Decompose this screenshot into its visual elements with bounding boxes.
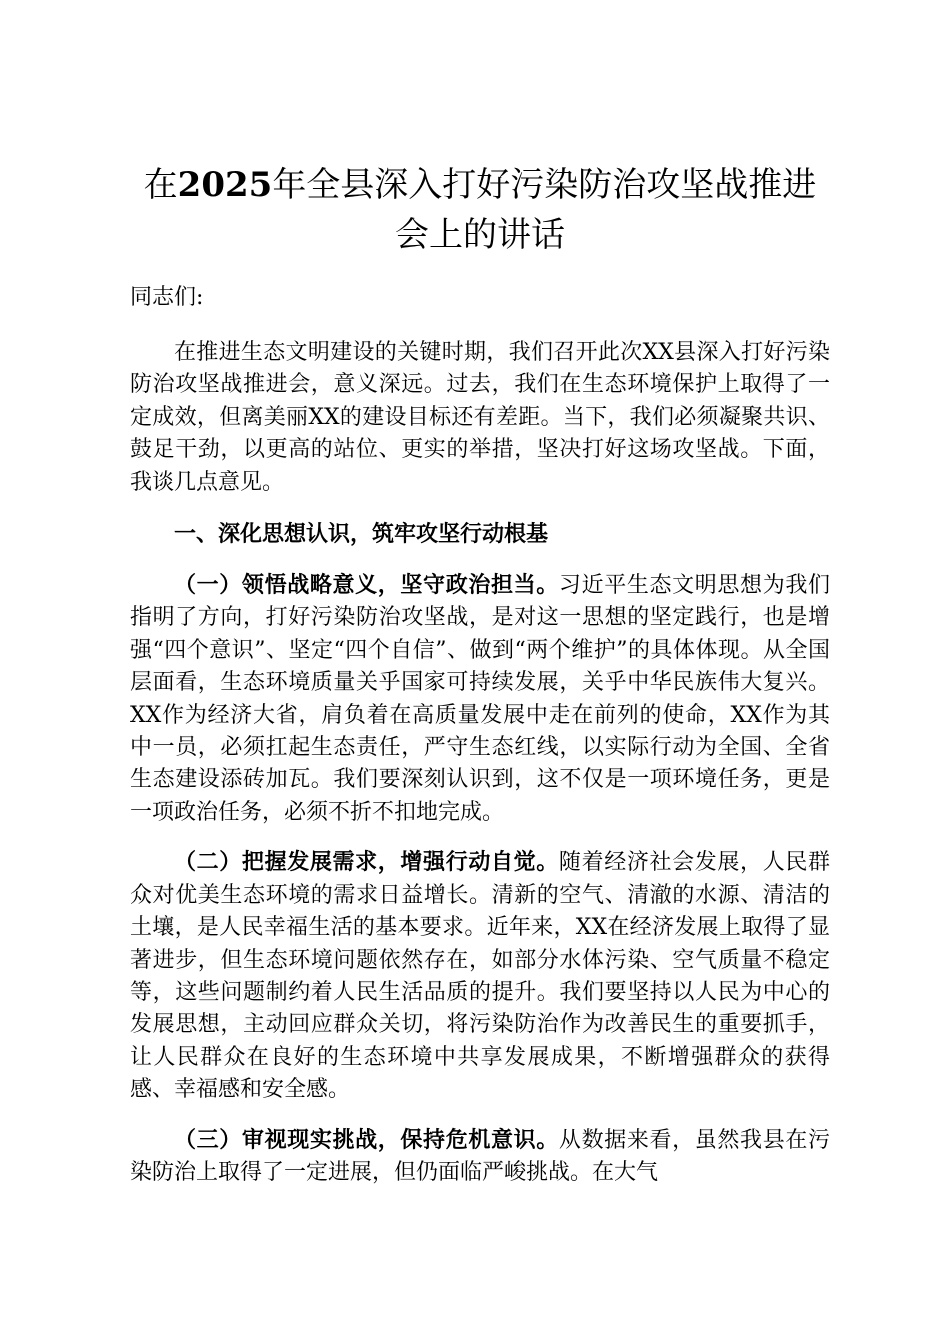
salutation: 同志们: xyxy=(130,285,204,310)
paragraph-1-lead: （一）领悟战略意义，坚守政治担当。 xyxy=(174,572,559,599)
paragraph-3 xyxy=(130,1124,830,1190)
title-rest: 年全县深入打好污染防治攻坚战推进会上的讲话 xyxy=(272,165,817,255)
paragraph-2 xyxy=(130,846,830,1106)
paragraph-3-text: 从数据来看，虽然我县在污染防治上取得了一定进展，但仍面临严峻挑战。在大气 xyxy=(130,1127,830,1185)
title-year: 2025 xyxy=(177,165,273,205)
document-title xyxy=(130,160,830,260)
section-heading-1: 一、深化思想认识，筑牢攻坚行动根基 xyxy=(174,521,549,548)
title-prefix: 在 xyxy=(143,165,178,205)
paragraph-2-text: 随着经济社会发展，人民群众对优美生态环境的需求日益增长。清新的空气、清澈的水源、清洁的土壤，是人民幸福生活的基本要求。近年来，XX在经济发展上取得了显著进步，但生态环境问题依然存在，如部分水体污染、空气质量不稳定等，这些问题制约着人民生活品质的提升。我们要坚持以人民为中心的发展思想，主动回应群众关切，将污染防治作为改善民生的重要抓手，让人民群众在良好的生态环境中共享发展成果，不断增强群众的获得感、幸福感和安全感。 xyxy=(130,850,830,1103)
paragraph-1 xyxy=(130,569,830,829)
paragraph-2-lead: （二）把握发展需求，增强行动自觉。 xyxy=(174,849,559,876)
document-page xyxy=(130,160,830,1206)
paragraph-3-lead: （三）审视现实挑战，保持危机意识。 xyxy=(174,1126,559,1153)
intro-paragraph: 在推进生态文明建设的关键时期，我们召开此次XX县深入打好污染防治攻坚战推进会，意义深远。过去，我们在生态环境保护上取得了一定成效，但离美丽XX的建设目标还有差距。当下，我们必须凝聚共识、鼓足干劲，以更高的站位、更实的举措，坚决打好这场攻坚战。下面，我谈几点意见。 xyxy=(130,340,830,495)
paragraph-1-text: 习近平生态文明思想为我们指明了方向，打好污染防治攻坚战，是对这一思想的坚定践行，也是增强“四个意识”、坚定“四个自信”、做到“两个维护”的具体体现。从全国层面看，生态环境质量关乎国家可持续发展，关乎中华民族伟大复兴。XX作为经济大省，肩负着在高质量发展中走在前列的使命，XX作为其中一员，必须扛起生态责任，严守生态红线，以实际行动为全国、全省生态建设添砖加瓦。我们要深刻认识到，这不仅是一项环境任务，更是一项政治任务，必须不折不扣地完成。 xyxy=(130,573,830,825)
